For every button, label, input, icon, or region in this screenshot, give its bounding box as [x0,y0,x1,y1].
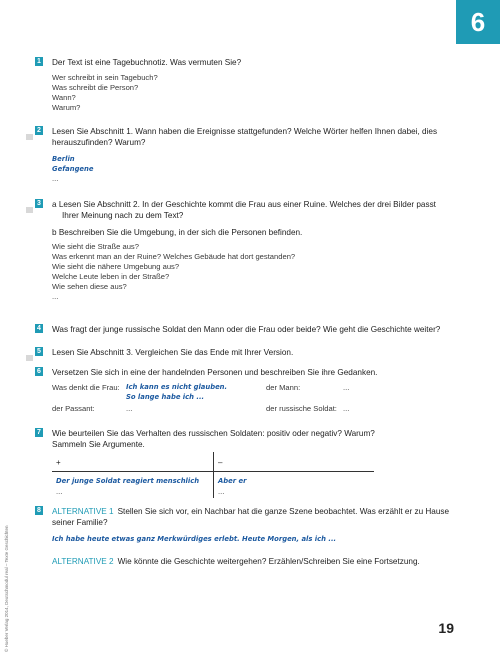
task-7 [35,428,455,450]
alternative-1-text: seiner Familie? [52,518,108,527]
task-number: 6 [35,367,43,376]
audio-icon [26,355,33,361]
task-number: 1 [35,57,43,66]
alternative-2-text: Wie könnte die Geschichte weitergehen? Erzählen/Schreiben Sie eine Fortsetzung. [117,557,420,566]
task-2 [35,126,455,184]
copyright-note: © Hueber Verlag 2014, Deutschmodul real – Texte Geschichten [4,525,9,652]
handwritten-answer: Berlin [52,155,75,163]
task-instruction-a: a Lesen Sie Abschnitt 2. In der Geschichte kommt die Frau aus einer Ruine. Welches der drei Bilder passt [52,200,436,209]
task-instruction: Was fragt der junge russische Soldat den Mann oder die Frau oder beide? Wie geht die Geschichte weiter? [52,325,441,334]
ellipsis: ... [343,383,350,392]
task-instruction: Lesen Sie Abschnitt 1. Wann haben die Ereignisse stattgefunden? Welche Wörter helfen Ihnen dabei, dies [52,127,438,136]
task-instruction: herauszufinden? Warum? [52,138,146,147]
ellipsis: ... [56,487,63,496]
task-number: 2 [35,126,43,135]
label-mann: der Mann: [266,383,301,392]
handwritten-answer: Ich habe heute etwas ganz Merkwürdiges erlebt. Heute Morgen, als ich ... [52,535,337,543]
task-8 [35,506,455,567]
task-instruction-a: Ihrer Meinung nach zu dem Text? [62,211,184,220]
task-5 [35,347,455,358]
label-soldat: der russische Soldat: [266,404,337,413]
task-instruction: Lesen Sie Abschnitt 3. Vergleichen Sie das Ende mit Ihrer Version. [52,348,294,357]
chapter-tab: 6 [456,0,500,44]
task-number: 3 [35,199,43,208]
task-number: 8 [35,506,43,515]
question: Warum? [52,103,81,112]
question: Welche Leute leben in der Straße? [52,272,170,281]
question: Wann? [52,93,76,102]
label-passant: der Passant: [52,404,95,413]
page-number: 19 [438,620,454,636]
audio-icon [26,134,33,140]
task-1 [35,57,455,113]
ellipsis: ... [218,487,225,496]
task-3 [35,199,455,302]
task-instruction: Sammeln Sie Argumente. [52,440,145,449]
ellipsis: ... [126,404,133,413]
question: Wie sehen diese aus? [52,282,127,291]
handwritten-answer: So lange habe ich ... [126,393,205,401]
argument-table [52,452,374,498]
question: Was erkennt man an der Ruine? Welches Gebäude hat dort gestanden? [52,252,296,261]
question: Wer schreibt in sein Tagebuch? [52,73,158,82]
task-instruction: Wie beurteilen Sie das Verhalten des russischen Soldaten: positiv oder negativ? Warum? [52,429,375,438]
task-6 [35,367,455,378]
handwritten-answer: Der junge Soldat reagiert menschlich [56,477,200,485]
task-instruction: Der Text ist eine Tagebuchnotiz. Was vermuten Sie? [52,58,242,67]
task-instruction-b: b Beschreiben Sie die Umgebung, in der sich die Personen befinden. [52,228,303,237]
ellipsis: ... [343,404,350,413]
task-number: 7 [35,428,43,437]
minus-header: – [218,458,223,467]
task-instruction: Versetzen Sie sich in eine der handelnden Personen und beschreiben Sie ihre Gedanken. [52,368,378,377]
plus-header: + [56,458,61,467]
table-column-divider [213,452,214,498]
alternative-2-label: ALTERNATIVE 2 [52,557,114,566]
alternative-1-text: Stellen Sie sich vor, ein Nachbar hat die ganze Szene beobachtet. Was erzählt er zu Hause [117,507,450,516]
question: Wie sieht die Straße aus? [52,242,139,251]
handwritten-answer: Gefangene [52,165,94,173]
ellipsis: ... [52,174,59,183]
task-number: 4 [35,324,43,333]
question: Was schreibt die Person? [52,83,139,92]
handwritten-answer: Ich kann es nicht glauben. [126,383,228,391]
label-frau: Was denkt die Frau: [52,383,120,392]
question: Wie sieht die nähere Umgebung aus? [52,262,180,271]
task-4 [35,324,455,335]
audio-icon [26,207,33,213]
alternative-1-label: ALTERNATIVE 1 [52,507,114,516]
task-number: 5 [35,347,43,356]
ellipsis: ... [52,292,59,301]
handwritten-answer: Aber er [218,477,247,485]
